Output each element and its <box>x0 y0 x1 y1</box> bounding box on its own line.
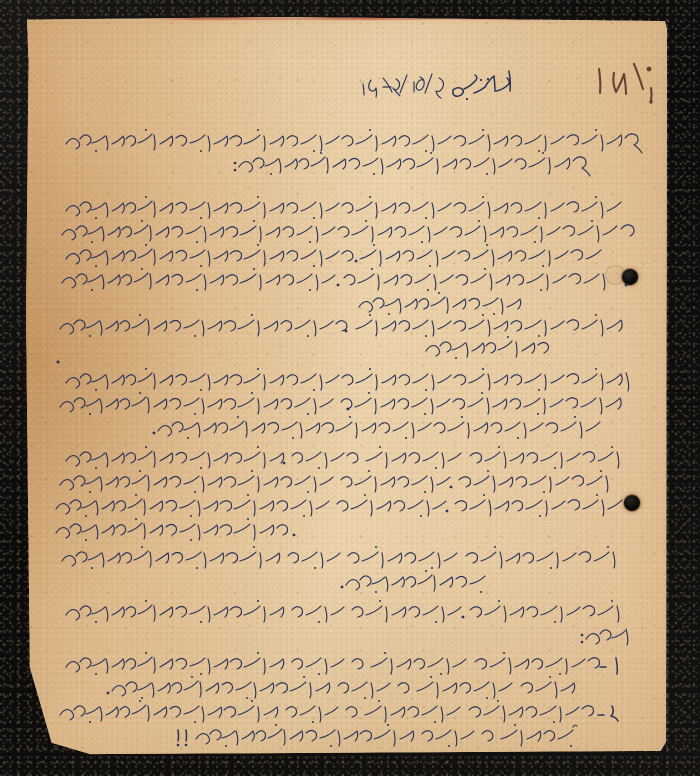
text-line <box>66 446 619 469</box>
text-line <box>62 220 634 243</box>
text-line <box>426 336 549 359</box>
numbered-item-line <box>107 676 575 699</box>
numbered-item-line <box>60 700 618 723</box>
text-line <box>56 518 295 541</box>
numbered-item-line <box>177 724 577 747</box>
text-line <box>62 546 615 569</box>
text-line <box>66 196 621 219</box>
folio-number-mark <box>599 64 653 104</box>
text-line <box>359 292 521 315</box>
punch-hole-upper <box>622 269 638 285</box>
punch-hole-lower <box>624 495 640 511</box>
stray-ink-dot <box>57 361 60 364</box>
text-line <box>66 244 601 267</box>
text-line <box>341 570 485 593</box>
date-line-handwriting <box>363 71 510 100</box>
text-line <box>66 129 642 153</box>
tape-residue <box>146 17 576 20</box>
handwriting-ink-layer <box>26 17 667 756</box>
text-line <box>56 494 622 517</box>
text-line <box>234 152 590 176</box>
text-line <box>66 368 629 391</box>
numbered-item-line <box>66 652 617 675</box>
text-line <box>153 416 600 439</box>
text-line <box>62 268 627 291</box>
text-line <box>581 629 628 645</box>
text-line <box>66 600 619 623</box>
text-line <box>60 314 622 337</box>
paper-foxing-speckles <box>26 17 667 756</box>
paper-grain-texture <box>26 17 667 756</box>
text-line <box>60 470 608 493</box>
manuscript-paper-sheet <box>26 17 667 756</box>
text-line <box>60 392 621 415</box>
